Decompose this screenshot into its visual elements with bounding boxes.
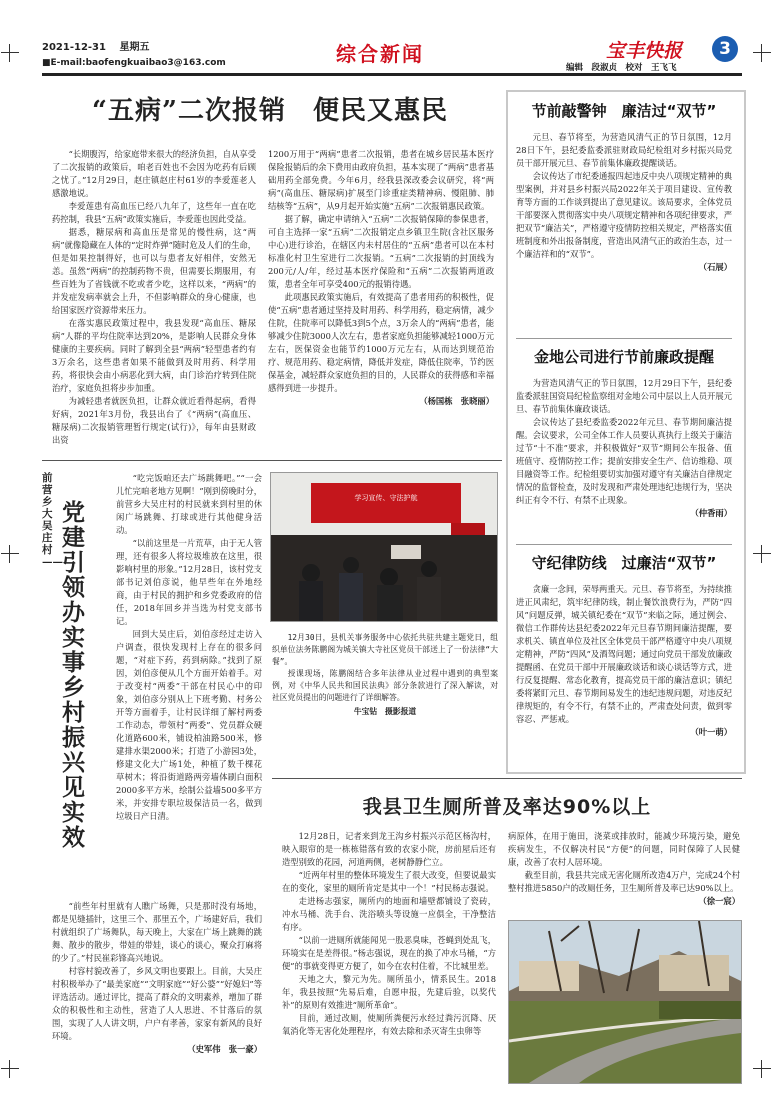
- paragraph: 1200万用于“两病”患者二次报销，患者在城乡居民基本医疗保险报销后的余下费用由政府负担，基本实现了“两病”患者基础用药全部免费。今年6月，经我县深改委会议研究，将“两病”(高血压、糖尿病)扩展至门诊重症类精神病、慢阻肺、肺结核等“五病”，从9月起开始实施“五病”二次报销惠民政策。: [268, 149, 494, 211]
- header-rule: [42, 73, 742, 76]
- paragraph: 走进杨志强家，厕所内的地面和墙壁都铺设了瓷砖，冲水马桶、洗手台、洗浴喷头等设施一应俱全，干净整洁有序。: [282, 896, 496, 932]
- caption-paragraph: 12月30日，县机关事务服务中心依托共驻共建主题党日，组织单位法务陈鹏阁为城关镇大寺社区党员干部送上了一份法律“大餐”。: [272, 633, 498, 666]
- section-title: 综合新闻: [336, 42, 424, 66]
- paragraph: 在落实惠民政策过程中，我县发现“高血压、糖尿病”人群的平均住院率达到20%，是影响人民群众身体健康的主要疾病。同时了解到全县“两病”轻型患者约有3万余名，这些患者如果不能做到及时用药、科学用药，将很快会由小病恶化到大病，由门诊治疗转到住院治疗，家庭负担将步步加重。: [52, 318, 256, 393]
- divider: [516, 544, 732, 545]
- paragraph: 李爱莲患有高血压已经八九年了，这些年一直在吃药控制，我县“五病”政策实施后，李爱莲也因此受益。: [52, 201, 256, 224]
- sidebar-byline: （石展）: [698, 262, 732, 272]
- paragraph: “前些年村里就有人瞧广场舞，只是那时没有场地，都是见缝插针，这里三个、那里五个，广场建好后，我们村就组织了广场舞队，每天晚上，大家在广场上跳舞的跳舞、散步的散步，带娃的带娃，谈心的谈心，聚众打麻将的少了。”村民崔彩锋高兴地说。: [52, 901, 262, 963]
- photo1-caption: [272, 632, 498, 718]
- paragraph: 目前，通过改厕，使厕所粪便污水经过粪污沉降、厌氧消化等无害化处理程序，有效去除和杀灭寄生虫卵等: [282, 1013, 496, 1036]
- sidebar-article-2: [516, 346, 732, 519]
- article1-title: “五病”二次报销 便民又惠民: [92, 96, 448, 126]
- paragraph: 元旦、春节将至，为营造风清气正的节日氛围，12月28日下午，县纪委监委派驻财政局纪检组对乡村振兴局党员干部开展元旦、春节前集体廉政提醒谈话。: [516, 132, 732, 168]
- article2-column-narrow: [116, 472, 262, 823]
- paragraph: 病原体，在用于施田，浇菜或排放时，能减少环境污染，避免疾病发生，不仅解决村民“方便”的问题，同时保障了人民健康，改善了农村人居环境。: [508, 831, 740, 867]
- masthead-logo: 宝丰快报: [606, 40, 683, 62]
- caption-paragraph: 授课现场，陈鹏阁结合多年法律从业过程中遇到的典型案例，对《中华人民共和国民法典》部分条款进行了深入解读，对社区党员提出的问题进行了详细解答。: [272, 669, 498, 702]
- photo1-credit: 牛宝钻 摄影报道: [353, 707, 417, 716]
- sidebar-article-1: [516, 100, 732, 273]
- photo-banner-text: 学习宣传、守法护航: [354, 494, 418, 502]
- registration-mark: [1, 44, 19, 62]
- registration-mark: [753, 44, 771, 62]
- divider: [516, 338, 732, 339]
- article1-byline: （杨国栋 张晓丽）: [419, 396, 494, 406]
- email-line: ■E-mail:baofengkuaibao3@163.com: [42, 58, 226, 68]
- paragraph: 为营造风清气正的节日氛围，12月29日下午，县纪委监委派驻国资局纪检监察组对金地公司中层以上人员开展元旦、春节前集体廉政谈话。: [516, 378, 732, 414]
- paragraph: “长期腹泻，给家庭带来很大的经济负担，自从享受了二次报销的政策后，咱老百姓也不会因为吃药有后顾之忧了。”12月29日，赵庄镇赵庄村61岁的李爱莲老人感激地说。: [52, 149, 256, 198]
- issue-date: [42, 38, 149, 53]
- registration-mark: [753, 1060, 771, 1078]
- paragraph: 据了解，确定申请纳入“五病”二次报销保障的参保患者，可自主选择一家“五病”二次报销定点乡镇卫生院(含社区服务中心)进行诊治，在辖区内未村居住的“五病”患者可以在本村标准化村卫生室进行二次报销。“五病”二次报销的封顶线为200元/人/年，经过基本医疗保险和“五病”二次报销两道政策，患者全年可享受400元的报销待遇。: [268, 214, 494, 289]
- paragraph: 截至目前，我县共完成无害化厕所改造4万户，完成24个村整村推进5850户的改厕任务，卫生厕所普及率已达90%以上。: [508, 870, 740, 893]
- article2-title: 党建引领办实事 乡村振兴见实效: [62, 499, 108, 851]
- sidebar-byline: （仲香雨）: [690, 508, 732, 518]
- page-number-badge: 3: [712, 36, 738, 62]
- paragraph: 回到大吴庄后，刘伯彦经过走访入户调查，很快发现村上存在的很多问题，“对症下药，药到病除。”找到了原因，刘伯彦便从几个方面开始着手。对于改变村“两委”干部在村民心中的印象，刘伯彦分别从上下班考勤、村务公开等方面着手，让村民详细了解村两委工作动态，带领村“两委”、党员群众硬化道路600米，铺设柏油路500米，修建排水渠2000米；打造了小游园3处，修建文化大广场1处，种植了数千棵花草树木；将沿街道路两旁墙体刷白面积2000多平方米，绘制公益墙500多平方米，并安排专职垃圾保洁员一名，做到垃圾日产日清。: [116, 629, 262, 821]
- article2-column-wide: [52, 900, 262, 1055]
- registration-mark: [1, 545, 19, 563]
- article2-byline: （史军伟 张一豪）: [187, 1044, 262, 1054]
- article2-kicker: 前营乡大吴庄村——: [42, 472, 63, 568]
- paragraph: 12月28日，记者来到龙王沟乡村振兴示范区杨沟村，映入眼帘的是一栋栋错落有致的农家小院，房前屋后还有造型别致的花园，河道两侧，老树静静伫立。: [282, 831, 496, 867]
- paragraph: 为减轻患者就医负担，让群众就近看得起病，看得好病，2021年3月份，我县出台了《“两病”(高血压、糖尿病)二次报销管理暂行规定(试行)》，每年由县财政出资: [52, 396, 256, 445]
- sidebar-article-title: 守纪律防线 过廉洁“双节”: [531, 554, 717, 572]
- photo-village-road: [508, 920, 742, 1084]
- weekday-text: 星期五: [119, 42, 150, 53]
- date-text: 2021-12-31: [42, 42, 106, 53]
- paragraph: 据悉，糖尿病和高血压是常见的慢性病，这“两病”就像隐藏在人体的“定时炸弹”随时危及人们的生命，但是如果控制得好，也可以与患者友好相伴，安然无恙。虽然“两病”的控制药物不贵，但需要长期服用，有些百姓为了省钱就不吃或者少吃，这样以来，“两病”的并发症发病率就会上升，不但影响群众的身心健康，也给国家医疗资源带来压力。: [52, 227, 256, 315]
- sidebar-article-3: [516, 552, 732, 738]
- sidebar-article-title: 节前敲警钟 廉洁过“双节”: [531, 102, 717, 120]
- registration-mark: [753, 545, 771, 563]
- article3-title: 我县卫生厕所普及率达90%以上: [362, 796, 652, 818]
- article3-column-2: [508, 830, 740, 907]
- sidebar-byline: （叶一萌）: [690, 727, 732, 737]
- paragraph: 天地之大，黎元为先。厕所虽小，情系民生。2018年，我县按照“先易后难，自愿申报，先建后验，以奖代补”的原则有效推进“厕所革命”。: [282, 974, 496, 1010]
- paragraph: 会议传达了县纪委监委2022年元旦、春节期间廉洁提醒。会议要求，公司全体工作人员要认真执行上级关于廉洁过节“十不准”要求，并积极做好“双节”期间公车报备、值班值守、疫情防控工作；提前安排安全生产、信访维稳、项目融资等工作。纪检组要切实加强对遵守有关廉洁自律规定情况的监督检查，及时发现和严肃处理违纪违规行为，坚决纠正有令不行、有禁不止现象。: [516, 417, 732, 505]
- article1-column-2: [268, 148, 494, 407]
- paragraph: “以前一进厕所就能闻见一股恶臭味，苍蝇到处乱飞，环境实在是差得很。”杨志强说，现在的换了冲水马桶，“方便”的事就变得更方便了，如今在农村住着，不比城里差。: [282, 935, 496, 971]
- paragraph: “吃完饭咱还去广场跳舞吧。”“一会儿忙完咱老地方见啊！”刚到傍晚时分，前营乡大吴庄村的村民就来到村里的休闲广场跳舞、打球或进行其他健身活动。: [116, 473, 262, 535]
- divider: [272, 778, 742, 779]
- editor-credits: 编辑 段淑贞 校对 王飞飞: [566, 63, 677, 73]
- photo-illustration: [509, 921, 741, 1083]
- sidebar-article-title: 金地公司进行节前廉政提醒: [533, 348, 714, 366]
- article3-column-1: [282, 830, 496, 1038]
- paragraph: 村容村貌改善了，乡风文明也要跟上。目前，大吴庄村积极举办了“最美家庭”“文明家庭”“好公婆”“好媳妇”等评选活动。通过评比，提高了群众的文明素养，增加了群众的积极性和主动性，营造了人人思进、不甘落后的氛围，实现了人人讲文明，户户有孝善，家家有新风的良好环境。: [52, 966, 262, 1041]
- article1-column-1: [52, 148, 256, 447]
- paragraph: 会议传达了市纪委通报四起违反中央八项规定精神的典型案例，并对县乡村振兴局2022年关于项目建设、宣传教育等方面的工作谈到提出了意见建议。该局要求，全体党员干部要深入贯彻落实中央八项规定精神和各项纪律要求，严把双节“廉洁关”，严格遵守疫情防控相关规定，严格落实值班制度和外出报备制度，营造出风清气正的政治生态，过一个廉洁祥和的“双节”。: [516, 171, 732, 259]
- photo-illustration: [271, 473, 497, 621]
- paragraph: “以前这里是一片荒草，由于无人管理，还有很多人将垃圾堆放在这里，很影响村里的形象。”12月28日，该村党支部书记刘伯彦说，他早些年在外地经商，由于村民的拥护和乡党委政府的信任，2018年回乡并当选为村党支部书记。: [116, 538, 262, 626]
- article3-byline: （徐一宸）: [698, 896, 740, 906]
- paragraph: “近两年村里的整体环境发生了很大改变，但要说最实在的变化，家里的厕所肯定是其中一个！”村民杨志强说。: [282, 870, 496, 893]
- registration-mark: [1, 1060, 19, 1078]
- photo-law-lecture: [270, 472, 498, 622]
- paragraph: 贪廉一念间，荣辱两重天。元旦、春节将至，为持续推进正风肃纪，筑牢纪律防线，制止餐饮浪费行为，严防“四风”问题反弹，城关镇纪委在“双节”来临之际，通过例会、微信工作群传达县纪委2022年元旦春节期间廉洁提醒，要求机关、镇直单位及社区全体党员干部严格遵守中央八项规定精神，严防“四风”及酒驾问题；通过向党员干部发放廉政提醒函、在党员干部中开展廉政谈话和谈心谈话等方式，进行反复提醒、常态化教育，提高党员干部的廉洁意识；镇纪委将紧盯元旦、春节期间易发生的违纪违规问题，对违反纪律规矩的，有令不行，有禁不止的，严肃查处问责，做到零容忍、严惩戒。: [516, 584, 732, 724]
- paragraph: 此项惠民政策实施后，有效提高了患者用药的积极性，促使“五病”患者通过坚持及时用药、科学用药，稳定病情，减少住院，住院率可以降低3到5个点，3万余人的“两病”患者，能够减少住院3000人次左右，患者家庭负担能够减轻1000万元左右，医保资金也能节约1000万元左右，从而达到规范治疗、规范用药、稳定病情，降低并发症，降低住院率，节约医保基金，减轻群众家庭负担的目的，人民群众的获得感和幸福感得到进一步提升。: [268, 292, 494, 393]
- divider: [42, 460, 502, 461]
